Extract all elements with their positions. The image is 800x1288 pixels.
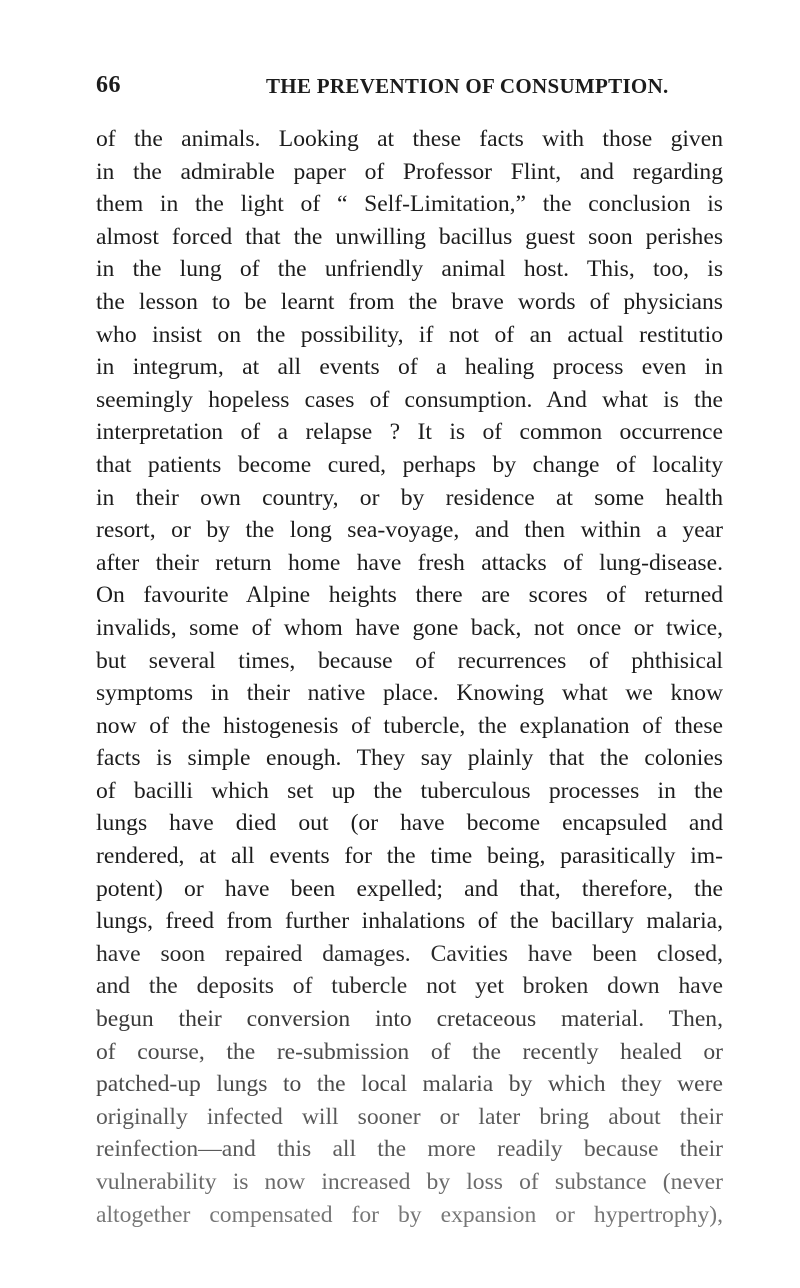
text-line: and the deposits of tubercle not yet broken down have: [96, 973, 723, 1000]
text-line: in the admirable paper of Professor Flint, and regarding: [96, 158, 723, 185]
text-line: seemingly hopeless cases of consumption. And what is the: [96, 386, 723, 413]
text-line: who insist on the possibility, if not of an actual restitutio: [96, 321, 723, 348]
text-line: the lesson to be learnt from the brave words of physicians: [96, 288, 723, 315]
text-line: in the lung of the unfriendly animal host. This, too, is: [96, 256, 723, 283]
text-line: lungs have died out (or have become encapsuled and: [96, 810, 723, 837]
text-line: in their own country, or by residence at some health: [96, 484, 723, 511]
text-line: resort, or by the long sea-voyage, and then within a year: [96, 517, 723, 544]
text-line: of course, the re-submission of the recently healed or: [96, 1038, 723, 1065]
text-line: vulnerability is now increased by loss of substance (never: [96, 1169, 723, 1195]
text-line: invalids, some of whom have gone back, not once or twice,: [96, 614, 723, 641]
text-line: of the animals. Looking at these facts with those given: [96, 126, 723, 152]
text-line: have soon repaired damages. Cavities have been closed,: [96, 940, 723, 967]
text-line: that patients become cured, perhaps by change of locality: [96, 451, 723, 478]
text-line: potent) or have been expelled; and that, therefore, the: [96, 875, 723, 902]
text-line: but several times, because of recurrences of phthisical: [96, 647, 723, 674]
text-line: almost forced that the unwilling bacillus guest soon perishes: [96, 223, 723, 250]
page-number: 66: [96, 72, 121, 98]
body-paragraph: [96, 123, 723, 1231]
text-line: in integrum, at all events of a healing process even in: [96, 354, 723, 381]
text-line: patched-up lungs to the local malaria by which they were: [96, 1071, 723, 1098]
text-line: originally infected will sooner or later bring about their: [96, 1103, 723, 1130]
text-line: symptoms in their native place. Knowing what we know: [96, 680, 723, 707]
text-line: On favourite Alpine heights there are scores of returned: [96, 582, 723, 609]
text-line: reinfection—and this all the more readily because their: [96, 1136, 723, 1163]
text-line: rendered, at all events for the time being, parasitically im-: [96, 843, 723, 870]
text-line: after their return home have fresh attacks of lung-disease.: [96, 549, 723, 576]
text-line: facts is simple enough. They say plainly that the colonies: [96, 745, 723, 772]
text-line: begun their conversion into cretaceous material. Then,: [96, 1006, 723, 1033]
text-line: of bacilli which set up the tuberculous processes in the: [96, 777, 723, 804]
page-header: [96, 72, 716, 102]
text-line: lungs, freed from further inhalations of the bacillary malaria,: [96, 908, 723, 935]
text-line: altogether compensated for by expansion or hypertrophy),: [96, 1201, 723, 1228]
text-line: interpretation of a relapse ? It is of common occurrence: [96, 419, 723, 446]
text-line: now of the histogenesis of tubercle, the explanation of these: [96, 712, 723, 739]
running-title: THE PREVENTION OF CONSUMPTION.: [266, 74, 669, 98]
text-line: them in the light of “ Self-Limitation,” the conclusion is: [96, 191, 723, 218]
